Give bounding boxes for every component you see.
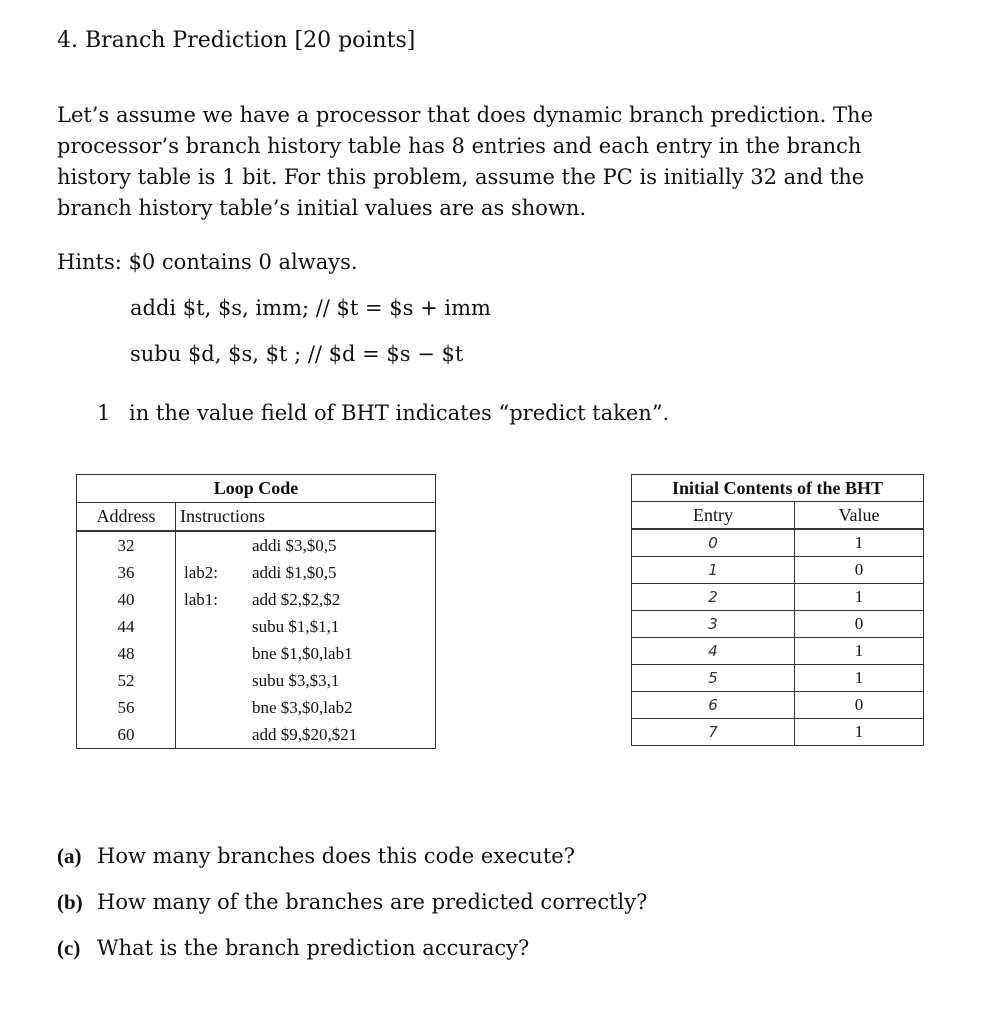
bht-value: 1 (795, 638, 924, 665)
table-row (77, 667, 436, 694)
hint-subu: subu $d, $s, $t ; // $d = $s − $t (130, 342, 464, 366)
hint-bht-number: 1 (97, 401, 111, 425)
table-row (632, 665, 924, 692)
bht-col-value: Value (795, 502, 924, 530)
loop-address: 32 (77, 531, 176, 559)
loop-instruction: bne $1,$0,lab1 (248, 640, 436, 667)
question-text: What is the branch prediction accuracy? (97, 936, 530, 960)
loop-address: 40 (77, 586, 176, 613)
hints-label: Hints: $0 contains 0 always. (57, 250, 358, 274)
table-row (632, 719, 924, 746)
table-row (632, 557, 924, 584)
bht-value: 0 (795, 692, 924, 719)
problem-heading: 4. Branch Prediction [20 points] (57, 28, 416, 53)
bht-col-entry: Entry (632, 502, 795, 530)
loop-label (176, 531, 249, 559)
bht-entry: 2 (632, 584, 795, 611)
loop-address: 52 (77, 667, 176, 694)
table-row (632, 529, 924, 557)
question-label: (b) (57, 890, 83, 914)
loop-address: 60 (77, 721, 176, 749)
loop-label: lab2: (184, 562, 218, 582)
table-row (77, 613, 436, 640)
question-text: How many branches does this code execute? (97, 844, 575, 868)
table-row (632, 611, 924, 638)
table-row (77, 694, 436, 721)
bht-entry: 4 (632, 638, 795, 665)
loop-label (176, 640, 249, 667)
table-row (77, 721, 436, 749)
table-row (77, 640, 436, 667)
bht-value: 0 (795, 557, 924, 584)
bht-entry: 7 (632, 719, 795, 746)
hint-bht-text: in the value field of BHT indicates “predict taken”. (129, 401, 670, 425)
loop-instruction: subu $3,$3,1 (248, 667, 436, 694)
table-row (77, 559, 436, 586)
loop-instruction: add $9,$20,$21 (248, 721, 436, 749)
hint-bht-note (97, 401, 669, 425)
loop-col-instructions: Instructions (176, 503, 436, 532)
bht-value: 1 (795, 719, 924, 746)
bht-table-title: Initial Contents of the BHT (632, 475, 924, 502)
bht-entry: 6 (632, 692, 795, 719)
loop-instruction: bne $3,$0,lab2 (248, 694, 436, 721)
loop-table-title: Loop Code (77, 475, 436, 503)
loop-address: 36 (77, 559, 176, 586)
question-c (57, 936, 529, 961)
loop-code-table (76, 474, 436, 749)
table-row (632, 638, 924, 665)
question-label: (a) (57, 844, 82, 868)
bht-value: 1 (795, 584, 924, 611)
loop-instruction: addi $3,$0,5 (248, 531, 436, 559)
question-label: (c) (57, 936, 81, 960)
bht-value: 0 (795, 611, 924, 638)
bht-table (631, 474, 924, 746)
bht-value: 1 (795, 665, 924, 692)
question-text: How many of the branches are predicted correctly? (97, 890, 648, 914)
table-row (632, 584, 924, 611)
loop-address: 48 (77, 640, 176, 667)
loop-address: 56 (77, 694, 176, 721)
table-row (632, 692, 924, 719)
loop-label (176, 667, 249, 694)
loop-col-address: Address (77, 503, 176, 532)
problem-intro: Let’s assume we have a processor that does dynamic branch prediction. The processor’s branch history table has 8 entries and each entry in the branch history table is 1 bit. For this problem, assume the PC is initially 32 and the branch history table’s initial values are as shown. (57, 103, 873, 220)
bht-entry: 0 (632, 529, 795, 557)
loop-label (176, 613, 249, 640)
table-row (77, 586, 436, 613)
loop-label: lab1: (184, 589, 218, 609)
loop-label (176, 721, 249, 749)
loop-address: 44 (77, 613, 176, 640)
loop-instruction: subu $1,$1,1 (248, 613, 436, 640)
hint-addi: addi $t, $s, imm; // $t = $s + imm (130, 296, 491, 320)
bht-entry: 5 (632, 665, 795, 692)
bht-entry: 3 (632, 611, 795, 638)
loop-instruction: addi $1,$0,5 (248, 559, 436, 586)
question-a (57, 844, 575, 869)
table-row (77, 531, 436, 559)
question-b (57, 890, 647, 915)
bht-entry: 1 (632, 557, 795, 584)
loop-label (176, 694, 249, 721)
loop-instruction: add $2,$2,$2 (248, 586, 436, 613)
bht-value: 1 (795, 529, 924, 557)
